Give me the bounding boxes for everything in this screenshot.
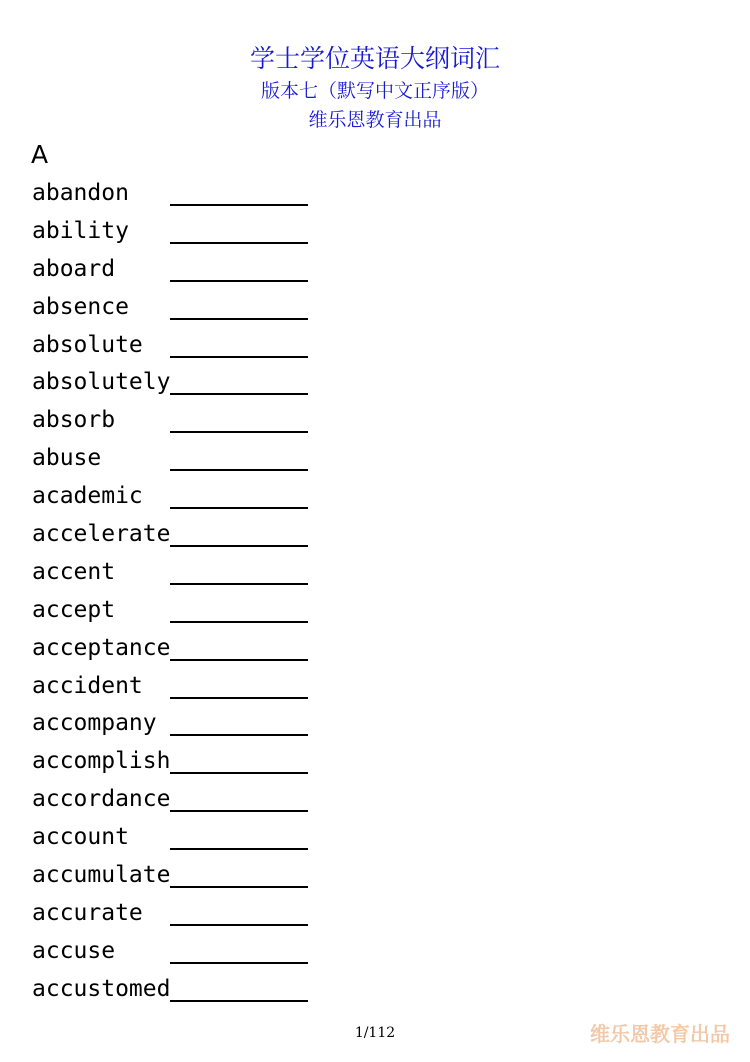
vocabulary-word: absence (32, 293, 129, 320)
answer-blank-line (170, 393, 308, 395)
vocabulary-word: accelerate (32, 521, 171, 548)
vocabulary-word: accordance (32, 786, 171, 813)
document-subtitle: 版本七（默写中文正序版） (260, 80, 489, 102)
vocabulary-word: ability (32, 217, 129, 244)
answer-blank-line (170, 242, 308, 244)
answer-blank-line (170, 621, 308, 623)
vocabulary-word: accident (32, 672, 143, 699)
answer-blank-line (170, 848, 308, 850)
publisher-line: 维乐恩教育出品 (308, 109, 442, 131)
watermark: 维乐恩教育出品 (590, 1022, 730, 1046)
answer-blank-line (170, 545, 308, 547)
answer-blank-line (170, 204, 308, 206)
vocabulary-word: accept (32, 596, 116, 623)
section-letter: A (31, 140, 49, 169)
vocabulary-word: accompany (32, 710, 157, 737)
vocabulary-word: aboard (32, 255, 116, 282)
answer-blank-line (170, 356, 308, 358)
vocabulary-word: accuse (32, 937, 116, 964)
answer-blank-line (170, 1000, 308, 1002)
answer-blank-line (170, 924, 308, 926)
vocabulary-word: absorb (32, 407, 116, 434)
vocabulary-word: abandon (32, 180, 129, 206)
vocabulary-word: accomplish (32, 748, 171, 775)
answer-blank-line (170, 772, 308, 774)
answer-blank-line (170, 583, 308, 585)
vocabulary-word: acceptance (32, 634, 171, 661)
answer-blank-line (170, 280, 308, 282)
vocabulary-word: accent (32, 558, 116, 585)
vocabulary-word: absolutely (32, 369, 171, 396)
vocabulary-word: abuse (32, 445, 102, 472)
answer-blank-line (170, 507, 308, 509)
document-title: 学士学位英语大纲词汇 (249, 44, 500, 73)
vocabulary-word: accustomed (32, 975, 171, 1002)
answer-blank-line (170, 886, 308, 888)
page-number: 1/112 (354, 1025, 396, 1041)
vocabulary-word: academic (32, 483, 143, 510)
vocabulary-word: absolute (32, 331, 143, 358)
answer-blank-line (170, 810, 308, 812)
answer-blank-line (170, 734, 308, 736)
answer-blank-line (170, 431, 308, 433)
answer-blank-line (170, 318, 308, 320)
answer-blank-line (170, 659, 308, 661)
answer-blank-line (170, 962, 308, 964)
answer-blank-line (170, 697, 308, 699)
vocabulary-word: accurate (32, 899, 143, 926)
answer-blank-line (170, 469, 308, 471)
vocabulary-word: accumulate (32, 862, 171, 889)
vocabulary-word: account (32, 824, 129, 851)
